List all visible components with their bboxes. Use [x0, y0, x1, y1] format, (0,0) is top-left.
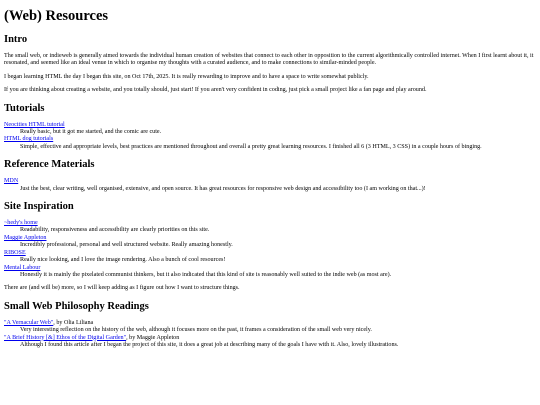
tutorial-item-description: Really basic, but it got me started, and the comic are cute.: [20, 129, 162, 136]
tutorial-item-term: [4, 136, 536, 143]
tutorial-item-term: [4, 122, 536, 129]
readings-list: [4, 320, 536, 350]
reference-item-description: Just the best, clear writing, well organised, extensive, and open source. It has great resources for responsive web design and accessibility too (I am working on that...)!: [20, 185, 426, 192]
reference-list: [4, 178, 536, 193]
link-digital-garden-history[interactable]: "A Brief History [&] Ethos of the Digital Garden": [4, 334, 127, 341]
intro-paragraph-1: The small web, or indieweb is generally aimed towards the individual human creation of websites that connect to each other in opposition to the current algorithmically controlled internet. When I first learnt about it, it resonated, and seemed like an ideal venue in which to organise my thoughts with a curated audience, and to make connections to similar-minded people.: [4, 53, 534, 67]
reading-item-term: [4, 320, 536, 327]
link-html-dog-tutorials[interactable]: HTML dog tutorials: [4, 136, 54, 143]
reference-item-term: [4, 178, 536, 185]
reading-item-term: [4, 335, 536, 342]
link-hedys-home[interactable]: ~hedy's home: [4, 220, 38, 227]
link-mdn[interactable]: MDN: [4, 178, 19, 185]
reading-item-description: Very interesting reflection on the history of the web, although it focuses more on the past, it frames a consideration of the small web very nicely.: [20, 327, 372, 334]
readings-heading: Small Web Philosophy Readings: [4, 300, 149, 312]
link-maggie-appleton[interactable]: Maggie Appleton: [4, 234, 47, 241]
inspiration-item-description: Incredibly professional, personal and well structured website. Really amazing honestly.: [20, 242, 233, 249]
link-vernacular-web[interactable]: "A Vernacular Web": [4, 319, 54, 326]
link-neocities-tutorial[interactable]: Neocities HTML tutorial: [4, 121, 65, 128]
inspiration-item-description: Honestly it is mainly the pixelated communist thinkers, but it also indicated that this kind of site is reasonably well suited to the indie web (as most are).: [20, 271, 392, 278]
inspiration-item-term: [4, 220, 536, 227]
inspiration-item-description: Readability, responsiveness and accessibility are clearly priorities on this site.: [20, 227, 210, 234]
intro-paragraph-3: If you are thinking about creating a website, and you totally should, just start! If you aren't very confident in coding, just pick a small project like a fan page and play around.: [4, 87, 427, 94]
tutorial-item-description: Simple, effective and appropriate levels, best practices are mentioned throughout and overall a pretty great learning resources. I finished all 6 (3 HTML, 3 CSS) in a couple hours of binging.: [20, 143, 482, 150]
link-ribose[interactable]: RIBOSE: [4, 249, 26, 256]
inspiration-list: [4, 220, 536, 279]
tutorials-list: [4, 122, 536, 152]
inspiration-item-term: [4, 265, 536, 272]
inspiration-item-term: [4, 250, 536, 257]
reading-item-description: Although I found this article after I began the project of this site, it does a great job at describing many of the goals I have with it. Also, lovely illustrations.: [20, 341, 399, 348]
page-title: (Web) Resources: [4, 8, 109, 24]
tutorials-heading: Tutorials: [4, 102, 45, 114]
reading-byline: , by Maggie Appleton: [126, 334, 180, 341]
link-mental-labour[interactable]: Mental Labour: [4, 264, 41, 271]
reference-heading: Reference Materials: [4, 159, 95, 171]
inspiration-note: There are (and will be) more, so I will keep adding as I figure out how I want to structure things.: [4, 285, 240, 292]
intro-paragraph-2: I began learning HTML the day I began this site, on Oct 17th, 2025. It is really rewarding to improve and to have a space to write somewhat publicly.: [4, 73, 369, 80]
inspiration-item-description: Really nice looking, and I love the image rendering. Also a bunch of cool resources!: [20, 257, 226, 264]
reading-byline: , by Olia Liliana: [53, 319, 94, 326]
inspiration-heading: Site Inspiration: [4, 201, 74, 213]
intro-heading: Intro: [4, 34, 28, 45]
